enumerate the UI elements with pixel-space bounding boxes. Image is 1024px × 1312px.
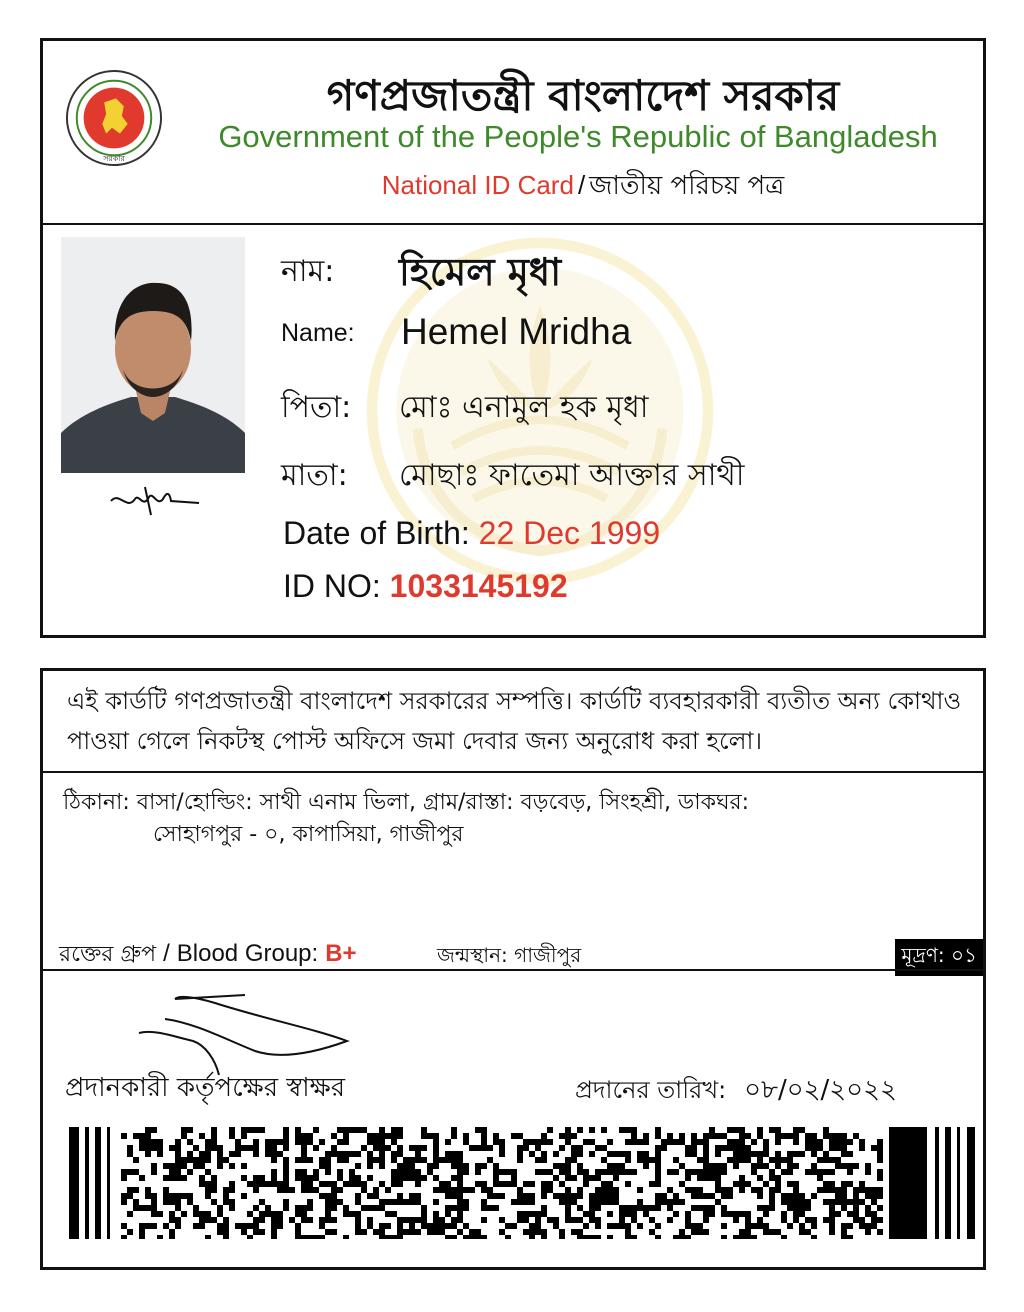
id-value: 1033145192 bbox=[389, 568, 568, 604]
holder-signature bbox=[105, 481, 205, 523]
card-type-english: National ID Card bbox=[381, 170, 574, 200]
title-english: Government of the People's Republic of Bangladesh bbox=[218, 119, 938, 154]
dob-label: Date of Birth: bbox=[283, 515, 470, 551]
issue-date-value: ০৮/০২/২০২২ bbox=[744, 1075, 897, 1105]
father-label: পিতা: bbox=[281, 390, 352, 425]
blood-divider bbox=[43, 969, 983, 971]
holder-name-english: Hemel Mridha bbox=[401, 311, 632, 352]
seal-text-bottom: সরকার bbox=[103, 154, 125, 164]
id-card-back bbox=[40, 668, 986, 1270]
card-type-separator: / bbox=[577, 170, 586, 200]
birthplace: জন্মস্থান: গাজীপুর bbox=[437, 943, 582, 967]
father-name: মোঃ এনামুল হক মৃধা bbox=[399, 390, 649, 425]
mother-label: মাতা: bbox=[281, 458, 348, 493]
address-block bbox=[63, 787, 963, 851]
id-number bbox=[283, 568, 568, 605]
notice-divider bbox=[43, 771, 983, 773]
authority-signature bbox=[135, 989, 355, 1079]
mother-name: মোছাঃ ফাতেমা আক্তার সাথী bbox=[399, 458, 745, 493]
date-of-birth bbox=[283, 515, 660, 552]
government-seal-icon bbox=[65, 69, 163, 167]
issue-date-label: প্রদানের তারিখ: bbox=[575, 1076, 727, 1104]
address-line-2: সোহাগপুর - ০, কাপাসিয়া, গাজীপুর bbox=[153, 822, 464, 847]
blood-label-english: Blood Group: bbox=[176, 940, 319, 967]
blood-separator: / bbox=[163, 940, 170, 967]
name-label-english: Name: bbox=[281, 319, 355, 347]
name-label-bengali: নাম: bbox=[281, 254, 335, 289]
issuing-authority-signature-label: প্রদানকারী কর্তৃপক্ষের স্বাক্ষর bbox=[65, 1073, 346, 1103]
address-line-1: ঠিকানা: বাসা/হোল্ডিং: সাথী এনাম ভিলা, গ্রাম/রাস্তা: বড়বেড়, সিংহশ্রী, ডাকঘর: bbox=[63, 790, 750, 815]
dob-value: 22 Dec 1999 bbox=[478, 515, 661, 551]
card-type-bengali: জাতীয় পরিচয় পত্র bbox=[589, 171, 785, 201]
blood-label-bengali: রক্তের গ্রুপ bbox=[59, 942, 157, 967]
barcode bbox=[69, 1127, 975, 1239]
header-divider bbox=[43, 223, 983, 225]
id-label: ID NO: bbox=[283, 568, 381, 604]
holder-name-bengali: হিমেল মৃধা bbox=[399, 250, 562, 294]
holder-photo bbox=[61, 237, 245, 473]
issue-date bbox=[575, 1069, 897, 1113]
blood-group-value: B+ bbox=[325, 940, 357, 967]
print-count-badge: মূদ্রণ: ০১ bbox=[895, 939, 983, 976]
ownership-notice: এই কার্ডটি গণপ্রজাতন্ত্রী বাংলাদেশ সরকারের সম্পত্তি। কার্ডটি ব্যবহারকারী ব্যতীত অন্য কোথাও পাওয়া গেলে নিকটস্থ পোস্ট অফিসে জমা দেবার জন্য অনুরোধ করা হলো। bbox=[67, 687, 962, 755]
id-card-front bbox=[40, 38, 986, 638]
title-bengali: গণপ্রজাতন্ত্রী বাংলাদেশ সরকার bbox=[326, 71, 840, 120]
card-type bbox=[203, 165, 963, 209]
person-portrait-icon bbox=[61, 237, 245, 473]
